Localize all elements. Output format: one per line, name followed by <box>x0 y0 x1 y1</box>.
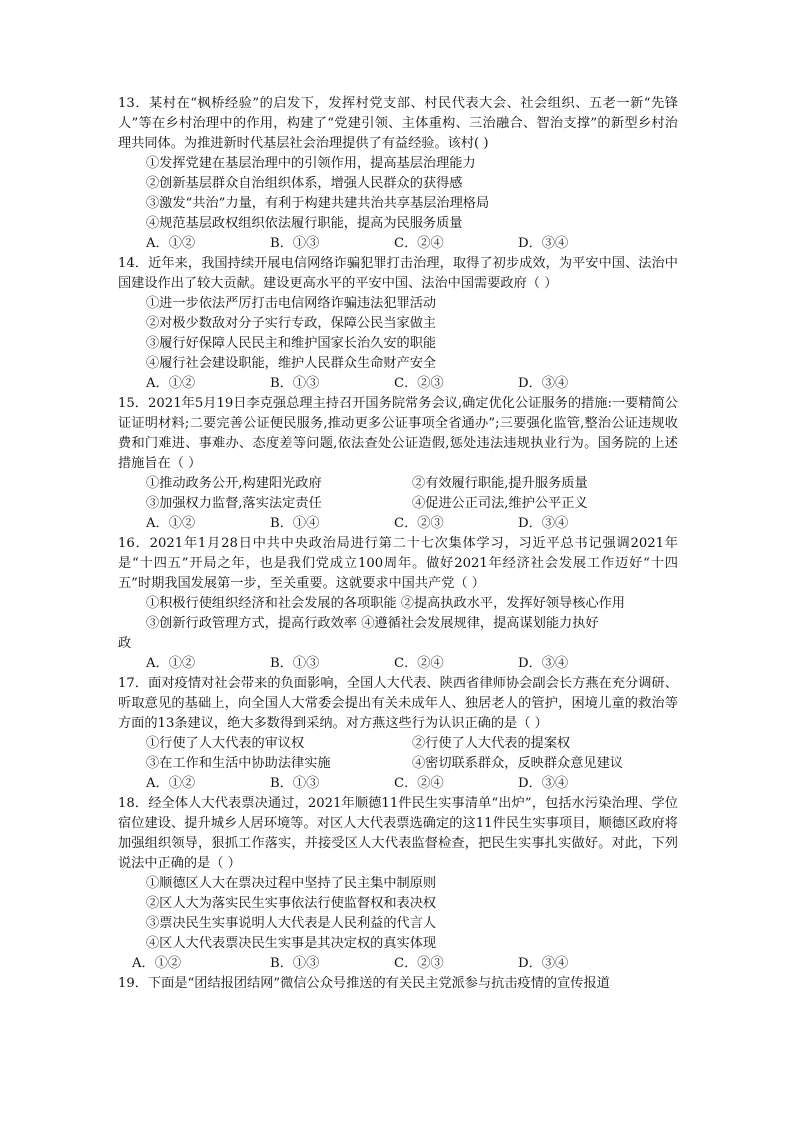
q17-option-4: ④密切联系群众，反映群众意见建议 <box>412 756 623 771</box>
q18-answer-d[interactable]: D．③④ <box>518 956 569 971</box>
q17-options-row-2 <box>146 754 678 774</box>
question-13-stem: 13．某村在“枫桥经验”的启发下，发挥村党支部、村民代表大会、社会组织、五老一新“先锋人”等在乡村治理中的作用，构建了“党建引领、主体重构、三治融合、智治支撑”的新型乡村治理共同体。为推进新时代基层社会治理提供了有益经验。该村( ) <box>118 96 678 151</box>
question-16-stem: 16．2021年1月28日中共中央政治局进行第二十七次集体学习，习近平总书记强调2021年是“十四五”开局之年，也是我们党成立100周年。做好2021年经济社会发展工作迈好“十四五”时期我国发展第一步，至关重要。这就要求中国共产党（ ） <box>118 536 678 591</box>
q13-answer-b[interactable]: B．①③ <box>270 236 320 251</box>
q18-answer-b[interactable]: B．①③ <box>270 956 320 971</box>
q13-answers <box>146 234 678 254</box>
q13-answer-d[interactable]: D．③④ <box>518 236 569 251</box>
q18-option-1: ①顺德区人大在票决过程中坚持了民主集中制原则 <box>146 876 437 891</box>
q17-answers <box>146 774 678 794</box>
q13-answer-a[interactable]: A．①② <box>146 236 196 251</box>
q16-answers <box>146 654 678 674</box>
q18-answer-c[interactable]: C．②③ <box>394 956 444 971</box>
q16-answer-d[interactable]: D．③④ <box>518 656 569 671</box>
q16-answer-b[interactable]: B．①③ <box>270 656 320 671</box>
q14-answers <box>146 374 678 394</box>
q13-option-3: ③激发“共治”力量，有利于构建共建共治共享基层治理格局 <box>146 196 490 211</box>
q18-option-3: ③票决民生实事说明人大代表是人民利益的代言人 <box>146 916 437 931</box>
q14-answer-d[interactable]: D．③④ <box>518 376 569 391</box>
q14-answer-b[interactable]: B．①③ <box>270 376 320 391</box>
q15-option-4: ④促进公正司法,维护公平正义 <box>412 496 588 511</box>
q15-answer-b[interactable]: B．①④ <box>270 516 320 531</box>
q14-option-1: ①进一步依法严厉打击电信网络诈骗违法犯罪活动 <box>146 296 437 311</box>
question-18-stem: 18．经全体人大代表票决通过，2021年顺德11件民生实事清单“出炉”，包括水污染治理、学位宿位建设、提升城乡人居环境等。对区人大代表票选确定的这11件民生实事项目，顺德区政府将加强组织领导，狠抓工作落实，并接受区人大代表监督检查，把民生实事扎实做好。对此，下列说法中正确的是（ ） <box>118 796 678 871</box>
q14-option-3: ③履行好保障人民民主和维护国家长治久安的职能 <box>146 336 437 351</box>
q15-answer-c[interactable]: C．②③ <box>394 516 444 531</box>
q13-option-2: ②创新基层群众自治组织体系，增强人民群众的获得感 <box>146 176 463 191</box>
q15-option-3: ③加强权力监督,落实法定责任 <box>146 496 322 511</box>
q16-options-line-3: 政 <box>118 636 132 651</box>
q14-option-2: ②对极少数敌对分子实行专政，保障公民当家做主 <box>146 316 437 331</box>
q17-option-1: ①行使了人大代表的审议权 <box>146 736 305 751</box>
q13-option-1: ①发挥党建在基层治理中的引领作用，提高基层治理能力 <box>146 156 476 171</box>
q16-options-line-1: ①积极行使组织经济和社会发展的各项职能 ②提高执政水平，发挥好领导核心作用 <box>146 596 625 611</box>
q15-option-2: ②有效履行职能,提升服务质量 <box>412 476 588 491</box>
q18-answers <box>132 954 678 974</box>
q15-answers <box>146 514 678 534</box>
q16-answer-a[interactable]: A．①② <box>146 656 196 671</box>
q14-answer-c[interactable]: C．②③ <box>394 376 444 391</box>
q18-option-4: ④区人大代表票决民生实事是其决定权的真实体现 <box>146 936 437 951</box>
q17-answer-a[interactable]: A．①② <box>146 776 196 791</box>
q17-answer-d[interactable]: D．③④ <box>518 776 569 791</box>
q15-options-row-1 <box>146 474 678 494</box>
q15-answer-d[interactable]: D．③④ <box>518 516 569 531</box>
q15-options-row-2 <box>146 494 678 514</box>
question-17-stem: 17．面对疫情对社会带来的负面影响，全国人大代表、陕西省律师协会副会长方燕在充分调研、听取意见的基础上，向全国人大常委会提出有关未成年人、独居老人的管护，困境儿童的救治等方面的13条建议，绝大多数得到采纳。对方燕这些行为认识正确的是（ ） <box>118 676 678 731</box>
q17-option-2: ②行使了人大代表的提案权 <box>412 736 571 751</box>
exam-page <box>118 94 678 994</box>
q17-options-row-1 <box>146 734 678 754</box>
question-19-stem: 19．下面是“团结报团结网”微信公众号推送的有关民主党派参与抗击疫情的宣传报道 <box>118 976 610 991</box>
q15-answer-a[interactable]: A．①② <box>146 516 196 531</box>
q16-answer-c[interactable]: C．②④ <box>394 656 444 671</box>
q14-option-4: ④履行社会建设职能，维护人民群众生命财产安全 <box>146 356 437 371</box>
q18-answer-a[interactable]: A．①② <box>132 956 182 971</box>
q17-answer-c[interactable]: C．②④ <box>394 776 444 791</box>
q13-answer-c[interactable]: C．②④ <box>394 236 444 251</box>
q16-options-line-2: ③创新行政管理方式，提高行政效率 ④遵循社会发展规律，提高谋划能力执好 <box>146 616 599 631</box>
q15-option-1: ①推动政务公开,构建阳光政府 <box>146 476 322 491</box>
q17-option-3: ③在工作和生活中协助法律实施 <box>146 756 331 771</box>
question-15-stem: 15．2021年5月19日李克强总理主持召开国务院常务会议,确定优化公证服务的措施:一要精简公证证明材料;二要完善公证便民服务,推动更多公证事项全省通办”;三要强化监管,整治公证违规收费和门难进、事难办、态度差等问题,依法查处公证造假,惩处违法违规执业行为。国务院的上述措施旨在（ ） <box>118 396 678 471</box>
q13-option-4: ④规范基层政权组织依法履行职能，提高为民服务质量 <box>146 216 463 231</box>
question-14-stem: 14．近年来，我国持续开展电信网络诈骗犯罪打击治理，取得了初步成效，为平安中国、法治中国建设作出了较大贡献。建设更高水平的平安中国、法治中国需要政府（ ） <box>118 256 678 291</box>
q18-option-2: ②区人大为落实民生实事依法行使监督权和表决权 <box>146 896 437 911</box>
q14-answer-a[interactable]: A．①② <box>146 376 196 391</box>
q17-answer-b[interactable]: B．①③ <box>270 776 320 791</box>
